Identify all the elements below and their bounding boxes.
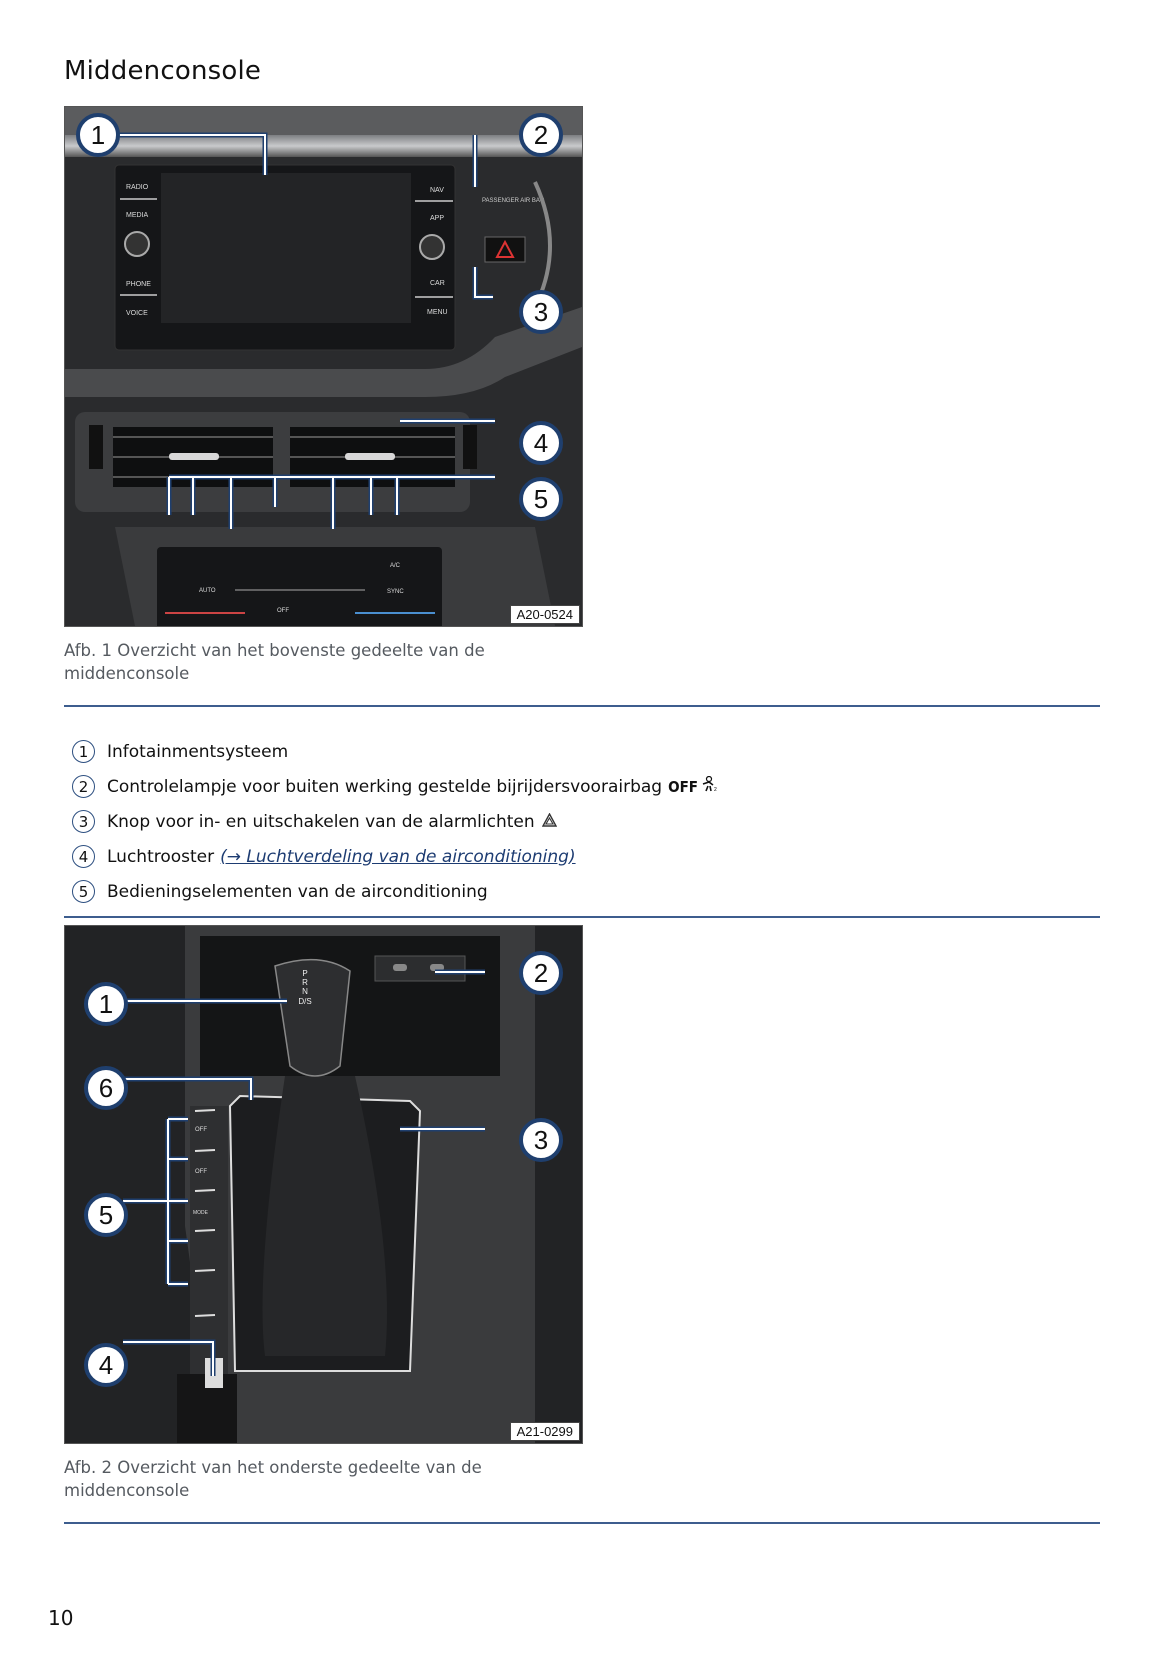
- airbag-off-icon: [700, 776, 718, 797]
- callout-4: [86, 1345, 126, 1385]
- legend-number: 1: [72, 740, 95, 763]
- media-label: MEDIA: [126, 212, 149, 219]
- caption-line: middenconsole: [64, 664, 190, 683]
- divider: [64, 1522, 1100, 1524]
- svg-text:4: 4: [98, 1350, 114, 1380]
- svg-text:1: 1: [90, 120, 106, 150]
- svg-text:2: 2: [533, 958, 549, 988]
- voice-label: VOICE: [126, 310, 148, 317]
- svg-text:2: 2: [714, 787, 717, 792]
- legend-item: [72, 874, 772, 909]
- auto-label: AUTO: [199, 588, 216, 594]
- callout-5: [521, 479, 561, 519]
- menu-label: MENU: [427, 309, 448, 316]
- legend-number: 5: [72, 880, 95, 903]
- airbag-off-symbol: OFF: [668, 777, 699, 796]
- callout-5: [86, 1195, 126, 1235]
- legend-item: [72, 769, 772, 804]
- legend-text: Controlelampje voor buiten werking gestelde bijrijdersvoorairbag: [107, 776, 663, 797]
- air-distribution-link[interactable]: (→ Luchtverdeling van de airconditioning): [220, 846, 576, 867]
- svg-text:1: 1: [98, 989, 114, 1019]
- legend-item: [72, 839, 772, 874]
- gear-ds: D/S: [298, 997, 312, 1006]
- mode-label: MODE: [193, 1210, 208, 1216]
- divider: [64, 705, 1100, 707]
- callout-2: [521, 115, 561, 155]
- figure-code: A20-0524: [510, 605, 580, 624]
- callout-6: [86, 1068, 126, 1108]
- svg-text:6: 6: [98, 1073, 114, 1103]
- legend-text: Knop voor in- en uitschakelen van de alarmlichten: [107, 811, 535, 832]
- caption-line: Afb. 1 Overzicht van het bovenste gedeelte van de: [64, 641, 485, 660]
- off-label: OFF: [277, 608, 289, 614]
- figure-code: A21-0299: [510, 1422, 580, 1441]
- legend-number: 4: [72, 845, 95, 868]
- ac-label: A/C: [390, 563, 401, 569]
- app-label: APP: [430, 215, 445, 222]
- passenger-airbag-label: PASSENGER AIR BAG: [482, 198, 545, 204]
- svg-text:3: 3: [533, 297, 549, 327]
- legend-number: 3: [72, 810, 95, 833]
- callout-2: [521, 953, 561, 993]
- svg-text:2: 2: [533, 120, 549, 150]
- callout-1: [78, 115, 118, 155]
- legend-list: [72, 734, 772, 909]
- figure-lower-console: [64, 925, 583, 1444]
- figure-caption: [64, 639, 524, 685]
- legend-text: Luchtrooster: [107, 846, 215, 867]
- svg-text:4: 4: [533, 428, 549, 458]
- phone-label: PHONE: [126, 281, 151, 288]
- callout-1: [86, 984, 126, 1024]
- figure-caption: [64, 1456, 524, 1502]
- gear-p: P: [302, 969, 308, 978]
- page-title: Middenconsole: [64, 56, 262, 86]
- svg-text:3: 3: [533, 1125, 549, 1155]
- callout-3: [521, 1120, 561, 1160]
- sync-label: SYNC: [387, 589, 404, 595]
- page-number: 10: [48, 1606, 74, 1630]
- hazard-warning-icon: [542, 812, 557, 832]
- radio-label: RADIO: [126, 184, 149, 191]
- figure-upper-console: [64, 106, 583, 627]
- gear-n: N: [302, 987, 308, 996]
- nav-label: NAV: [430, 187, 444, 194]
- off-label-1: OFF: [195, 1127, 207, 1133]
- svg-text:5: 5: [98, 1200, 114, 1230]
- off-label-2: OFF: [195, 1169, 207, 1175]
- gear-r: R: [302, 978, 308, 987]
- divider: [64, 916, 1100, 918]
- callout-3: [521, 292, 561, 332]
- svg-text:5: 5: [533, 484, 549, 514]
- car-label: CAR: [430, 280, 445, 287]
- legend-item: [72, 804, 772, 839]
- legend-text: Infotainmentsysteem: [107, 741, 289, 762]
- caption-line: Afb. 2 Overzicht van het onderste gedeelte van de: [64, 1458, 482, 1477]
- legend-item: [72, 734, 772, 769]
- legend-text: Bedieningselementen van de airconditioning: [107, 881, 488, 902]
- caption-line: middenconsole: [64, 1481, 190, 1500]
- callout-4: [521, 423, 561, 463]
- legend-number: 2: [72, 775, 95, 798]
